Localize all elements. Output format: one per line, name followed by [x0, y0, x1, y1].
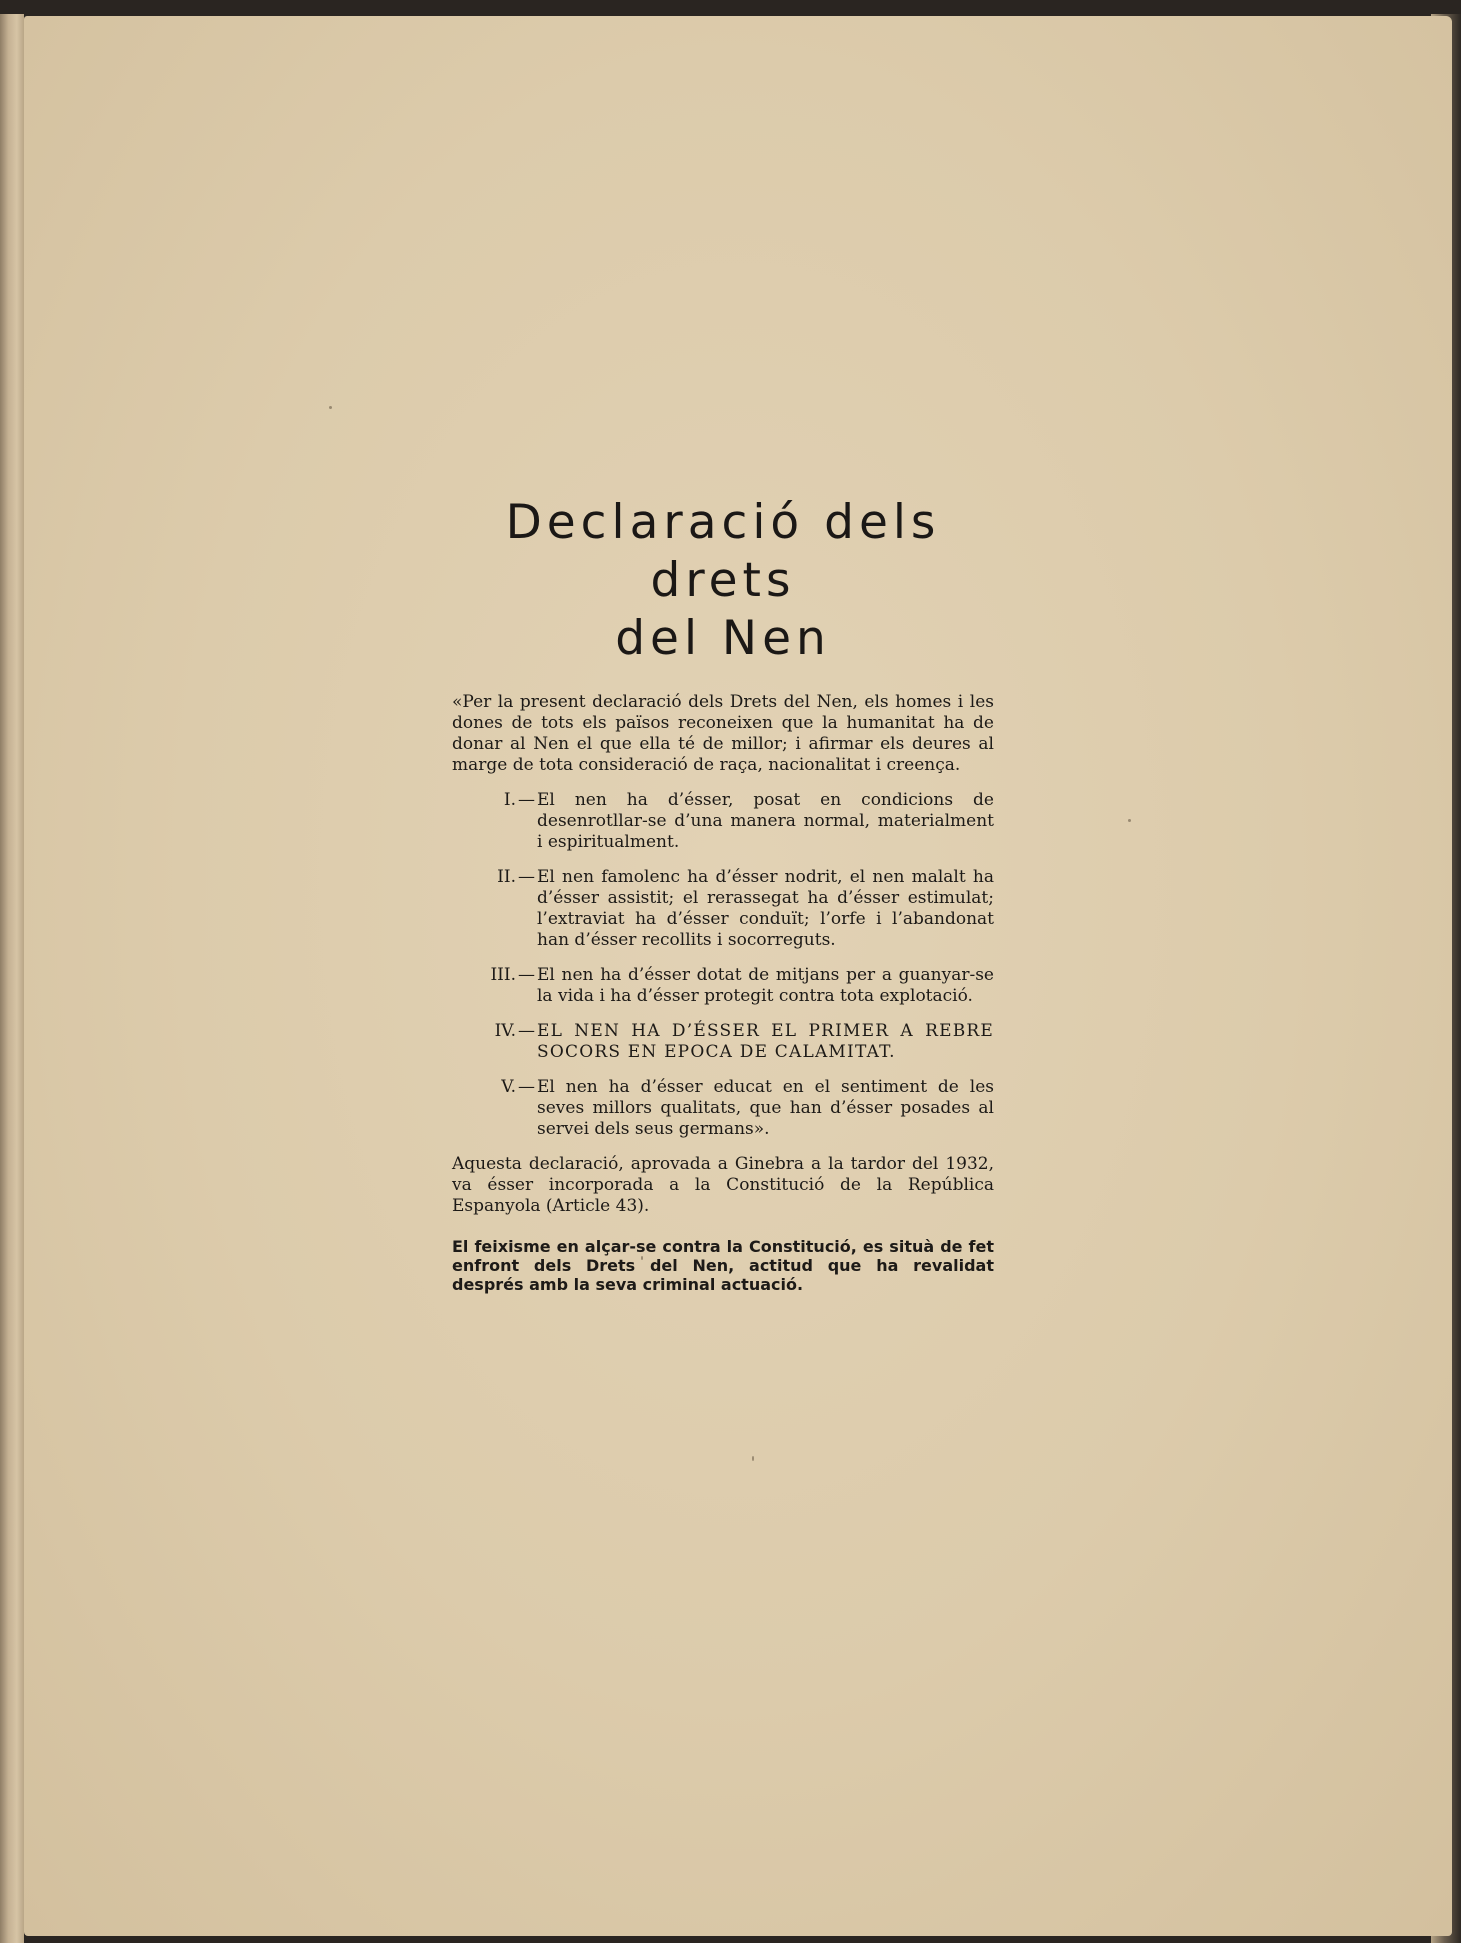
declaration-content	[452, 494, 994, 1310]
intro-paragraph: «Per la present declaració dels Drets del Nen, els homes i les dones de tots els països reconeixen que la humanitat ha de donar al Nen el que ella té de millor; i afirmar els deures al marge de tota consideració de raça, nacionalitat i creença.	[452, 692, 994, 775]
closing-paragraph: Aquesta declaració, aprovada a Ginebra a la tardor del 1932, va ésser incorporada a la Constitució de la República Espanyola (Article 43).	[452, 1154, 994, 1216]
article-number: I.	[503, 790, 516, 810]
title-line-2: del Nen	[615, 611, 831, 666]
article-dash: —	[518, 867, 535, 887]
article-number: V.	[501, 1077, 516, 1097]
article-3	[452, 965, 994, 1007]
article-5	[452, 1077, 994, 1140]
document-page	[24, 16, 1452, 1936]
article-dash: —	[518, 1021, 535, 1041]
paper-speck	[752, 1456, 754, 1461]
footer-statement: El feixisme en alçar-se contra la Constitució, es situà de fet enfront dels Drets del Nen, actitud que ha revalidat després amb la seva criminal actuació.	[452, 1237, 994, 1294]
article-number: IV.	[494, 1021, 516, 1041]
article-text: El nen ha d’ésser dotat de mitjans per a guanyar-se la vida i ha d’ésser protegit contra tota explotació.	[537, 965, 994, 1006]
article-dash: —	[518, 965, 535, 985]
paper-speck	[329, 406, 332, 409]
article-dash: —	[518, 1077, 535, 1097]
page-title	[452, 494, 994, 668]
article-text: EL NEN HA D’ÉSSER EL PRIMER A REBRE SOCORS EN EPOCA DE CALAMITAT.	[537, 1021, 994, 1062]
article-1	[452, 790, 994, 853]
article-text: El nen ha d’ésser educat en el sentiment de les seves millors qualitats, que han d’ésser posades al servei dels seus germans».	[537, 1077, 994, 1139]
article-2	[452, 867, 994, 951]
article-4	[452, 1021, 994, 1063]
article-dash: —	[518, 790, 535, 810]
article-number: II.	[497, 867, 516, 887]
page-binding-edge	[0, 14, 24, 1943]
article-text: El nen ha d’ésser, posat en condicions de desenrotllar-se d’una manera normal, materialment i espiritualment.	[537, 790, 994, 852]
paper-speck	[1128, 819, 1131, 822]
article-number: III.	[490, 965, 516, 985]
article-text: El nen famolenc ha d’ésser nodrit, el nen malalt ha d’ésser assistit; el rerassegat ha d’ésser estimulat; l’extraviat ha d’ésser conduït; l’orfe i l’abandonat han d’ésser recollits i socorreguts.	[537, 867, 994, 950]
title-line-1: Declaració dels drets	[505, 495, 941, 608]
